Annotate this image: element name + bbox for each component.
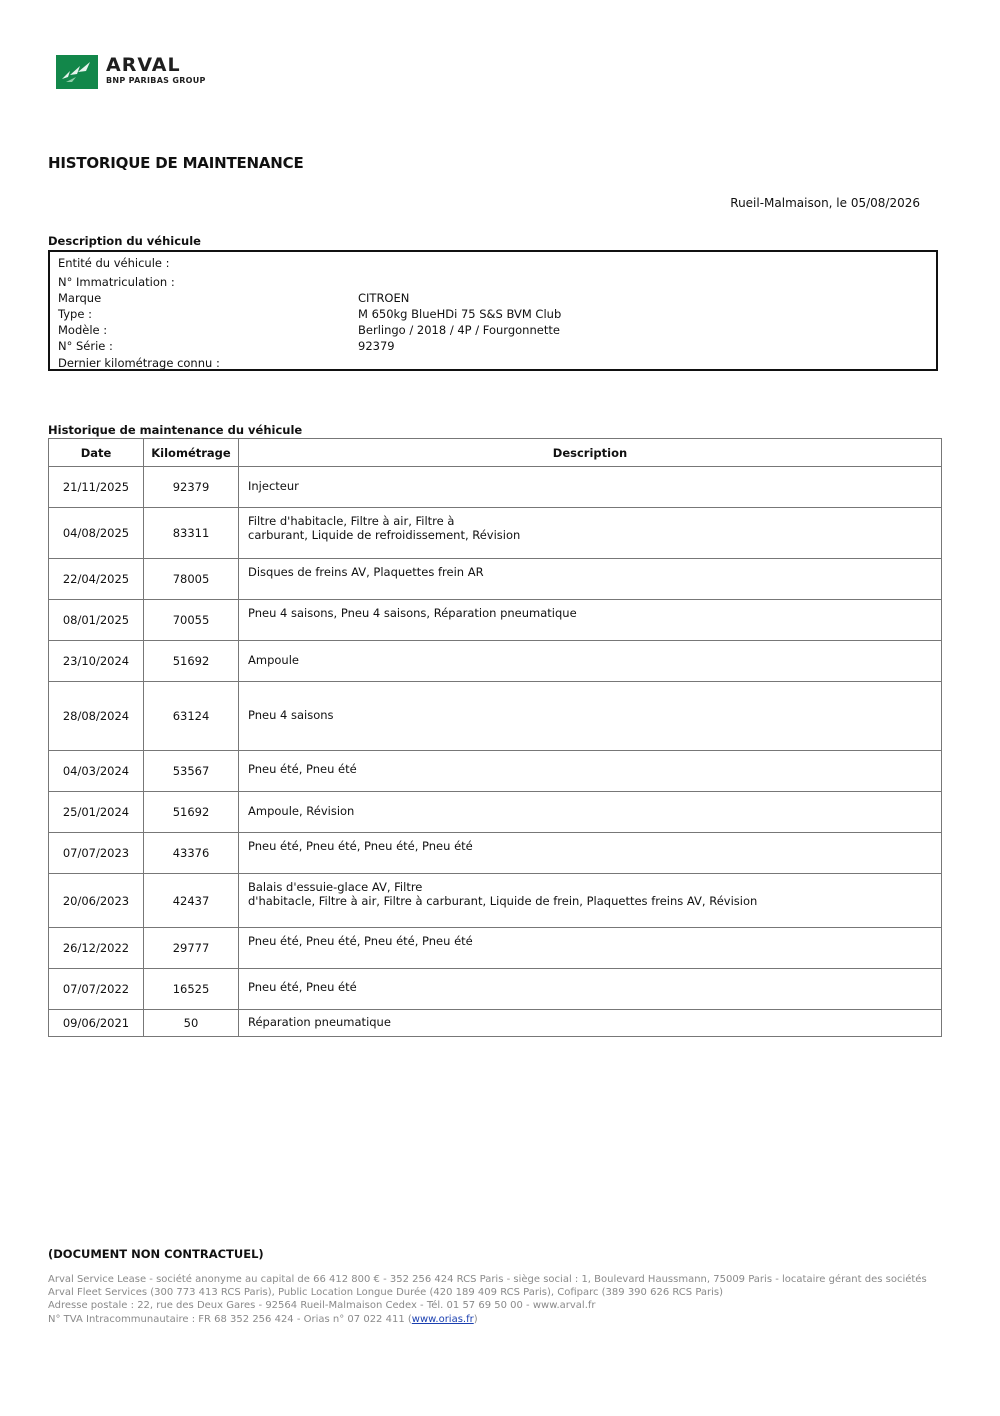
row-description <box>239 792 942 833</box>
description-line: Réparation pneumatique <box>248 1015 391 1029</box>
table-row <box>49 559 942 600</box>
description-line: Pneu été, Pneu été <box>248 980 357 994</box>
description-line: Disques de freins AV, Plaquettes frein AR <box>248 565 484 579</box>
table-row <box>49 600 942 641</box>
row-description <box>239 508 942 559</box>
row-description <box>239 682 942 751</box>
row-mileage: 29777 <box>144 928 239 969</box>
vehicle-value-brand: CITROEN <box>358 291 410 305</box>
row-description <box>239 928 942 969</box>
table-row <box>49 874 942 928</box>
table-row <box>49 1010 942 1037</box>
description-line: Pneu été, Pneu été, Pneu été, Pneu été <box>248 934 473 948</box>
row-date: 28/08/2024 <box>49 682 144 751</box>
vehicle-description-box <box>48 250 938 371</box>
row-description <box>239 833 942 874</box>
vehicle-value-model: Berlingo / 2018 / 4P / Fourgonnette <box>358 323 560 337</box>
row-description <box>239 874 942 928</box>
row-date: 04/08/2025 <box>49 508 144 559</box>
row-mileage: 78005 <box>144 559 239 600</box>
vehicle-label-model: Modèle : <box>58 323 108 337</box>
table-row <box>49 751 942 792</box>
brand-subtitle: BNP PARIBAS GROUP <box>106 76 206 85</box>
table-row <box>49 928 942 969</box>
row-date: 04/03/2024 <box>49 751 144 792</box>
page-title: HISTORIQUE DE MAINTENANCE <box>48 154 304 172</box>
description-line: Pneu été, Pneu été, Pneu été, Pneu été <box>248 839 473 853</box>
vehicle-label-brand: Marque <box>58 291 102 305</box>
place-date: Rueil-Malmaison, le 05/08/2026 <box>730 196 920 210</box>
history-section-label: Historique de maintenance du véhicule <box>48 423 303 437</box>
row-description <box>239 751 942 792</box>
footer-vat-text: N° TVA Intracommunautaire : FR 68 352 256 424 - Orias n° 07 022 411 ( <box>48 1313 412 1325</box>
row-date: 26/12/2022 <box>49 928 144 969</box>
row-mileage: 43376 <box>144 833 239 874</box>
row-date: 20/06/2023 <box>49 874 144 928</box>
vehicle-label-registration: N° Immatriculation : <box>58 275 175 289</box>
vehicle-value-type: M 650kg BlueHDi 75 S&S BVM Club <box>358 307 562 321</box>
arval-bnp-logo-icon <box>56 55 98 89</box>
table-row <box>49 833 942 874</box>
row-mileage: 63124 <box>144 682 239 751</box>
row-description <box>239 467 942 508</box>
disclaimer: (DOCUMENT NON CONTRACTUEL) <box>48 1247 264 1261</box>
brand-name: ARVAL <box>106 54 181 76</box>
row-date: 07/07/2023 <box>49 833 144 874</box>
row-mileage: 51692 <box>144 641 239 682</box>
row-mileage: 92379 <box>144 467 239 508</box>
vehicle-value-serial: 92379 <box>358 339 395 353</box>
table-row <box>49 641 942 682</box>
table-row <box>49 508 942 559</box>
description-line: d'habitacle, Filtre à air, Filtre à carburant, Liquide de frein, Plaquettes freins AV, Révision <box>248 894 758 908</box>
description-line: Pneu 4 saisons, Pneu 4 saisons, Réparation pneumatique <box>248 606 577 620</box>
table-row <box>49 467 942 508</box>
footer-line: Adresse postale : 22, rue des Deux Gares - 92564 Rueil-Malmaison Cedex - Tél. 01 57 69 50 00 - www.arval.fr <box>48 1300 596 1312</box>
row-mileage: 53567 <box>144 751 239 792</box>
table-row <box>49 682 942 751</box>
table-row <box>49 969 942 1010</box>
footer-line: Arval Service Lease - société anonyme au capital de 66 412 800 € - 352 256 424 RCS Paris - siège social : 1, Boulevard Haussmann, 75009 Paris - locataire gérant des sociétés <box>48 1274 927 1285</box>
table-row <box>49 792 942 833</box>
description-line: Filtre d'habitacle, Filtre à air, Filtre à <box>248 514 455 528</box>
description-line: carburant, Liquide de refroidissement, Révision <box>248 528 521 542</box>
row-date: 25/01/2024 <box>49 792 144 833</box>
footer-line: Arval Fleet Services (300 773 413 RCS Paris), Public Location Longue Durée (420 189 409 RCS Paris), Cofiparc (389 390 626 RCS Paris) <box>48 1287 724 1299</box>
row-mileage: 50 <box>144 1010 239 1037</box>
row-description <box>239 641 942 682</box>
description-line: Ampoule, Révision <box>248 804 355 818</box>
legal-footer <box>48 1273 948 1326</box>
vehicle-label-serial: N° Série : <box>58 339 113 353</box>
arval-logo <box>56 55 246 91</box>
description-line: Injecteur <box>248 479 299 493</box>
vehicle-label-type: Type : <box>58 307 92 321</box>
row-date: 21/11/2025 <box>49 467 144 508</box>
description-line: Balais d'essuie-glace AV, Filtre <box>248 880 423 894</box>
row-description <box>239 559 942 600</box>
row-date: 07/07/2022 <box>49 969 144 1010</box>
orias-link[interactable]: www.orias.fr <box>411 1313 474 1325</box>
description-line: Pneu 4 saisons <box>248 708 334 722</box>
column-header-date: Date <box>49 439 144 467</box>
column-header-description: Description <box>239 439 942 467</box>
vehicle-section-label: Description du véhicule <box>48 234 201 248</box>
maintenance-history-table <box>48 438 942 1037</box>
row-mileage: 70055 <box>144 600 239 641</box>
description-line: Pneu été, Pneu été <box>248 762 357 776</box>
row-date: 09/06/2021 <box>49 1010 144 1037</box>
description-line: Ampoule <box>248 653 299 667</box>
footer-line <box>48 1313 948 1326</box>
row-date: 08/01/2025 <box>49 600 144 641</box>
row-mileage: 51692 <box>144 792 239 833</box>
row-mileage: 42437 <box>144 874 239 928</box>
table-header-row <box>49 439 942 467</box>
vehicle-label-entity: Entité du véhicule : <box>58 256 170 270</box>
row-date: 23/10/2024 <box>49 641 144 682</box>
row-description <box>239 600 942 641</box>
vehicle-label-last-mileage: Dernier kilométrage connu : <box>58 356 220 370</box>
column-header-mileage: Kilométrage <box>144 439 239 467</box>
row-description <box>239 969 942 1010</box>
row-mileage: 16525 <box>144 969 239 1010</box>
row-date: 22/04/2025 <box>49 559 144 600</box>
footer-vat-close: ) <box>473 1313 478 1325</box>
row-description <box>239 1010 942 1037</box>
row-mileage: 83311 <box>144 508 239 559</box>
